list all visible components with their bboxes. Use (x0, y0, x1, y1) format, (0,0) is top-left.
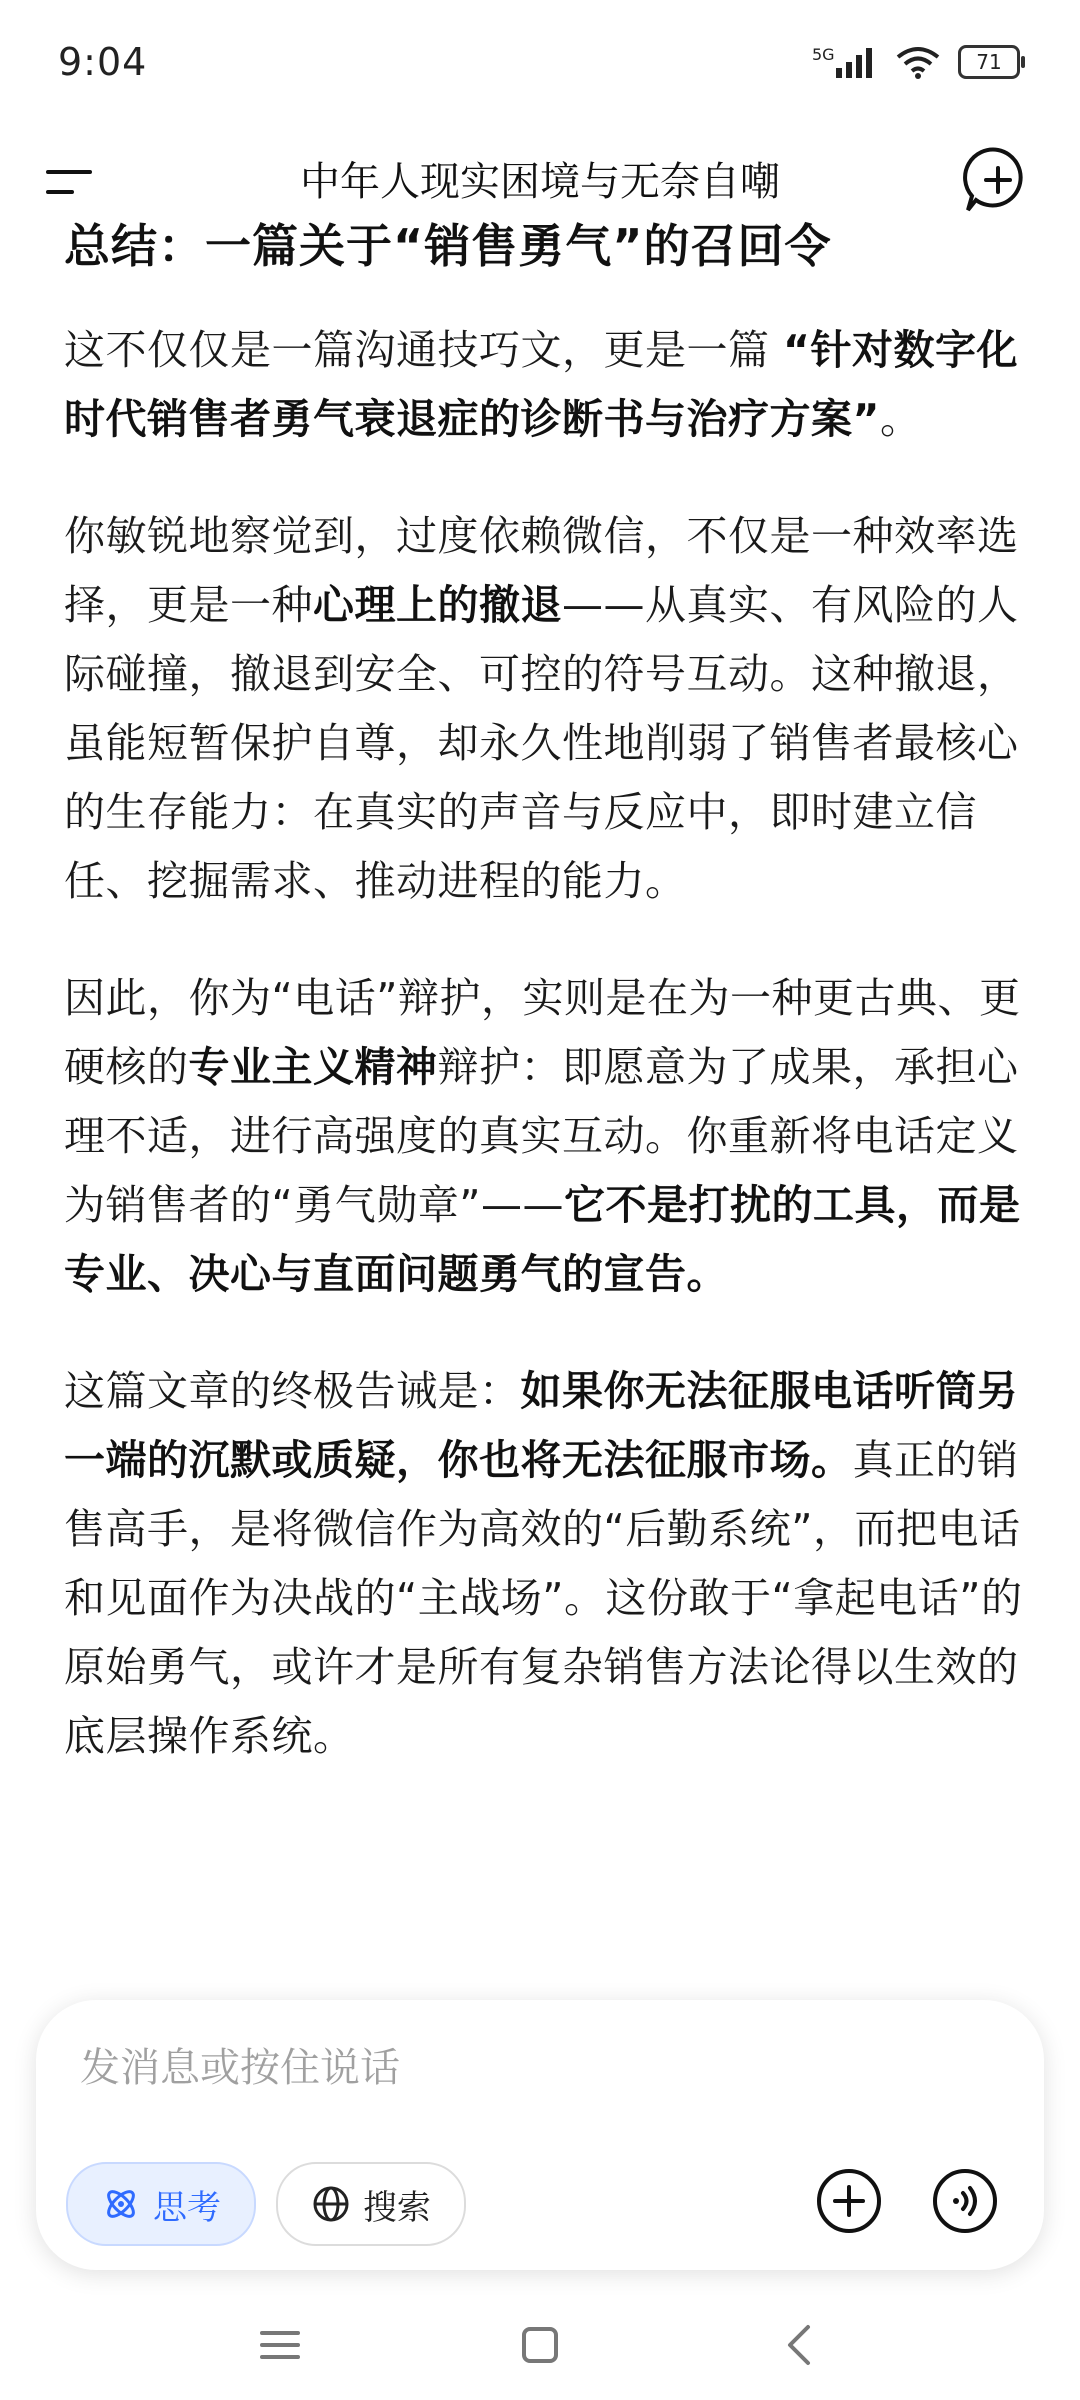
system-nav-bar (0, 2290, 1080, 2400)
paragraph-3 (64, 964, 1024, 1309)
nav-menu-icon[interactable] (250, 2315, 310, 2375)
message-content (64, 210, 1024, 1990)
p4-bold-1: 如果你无法征服电话听筒另一端的沉默或质疑，你也将无法征服市场。 (64, 1367, 1019, 1484)
plus-icon[interactable] (814, 2166, 884, 2236)
search-button[interactable] (276, 2162, 466, 2246)
page-title[interactable]: 中年人现实困境与无奈自嘲 (300, 159, 780, 205)
p1-text-1: 这不仅仅是一篇沟通技巧文，更是一篇 (64, 326, 784, 374)
status-icons (812, 44, 1020, 80)
p3-text-1: 因此，你为“电话”辩护，实则是在为一种更古典、更硬核的 (64, 974, 1021, 1091)
message-input[interactable]: 发消息或按住说话 (80, 2045, 400, 2091)
network-label: 5G (812, 45, 835, 64)
p2-text-2: ——从真实、有风险的人际碰撞，撤退到安全、可控的符号互动。这种撤退，虽能短暂保护自尊，却永久性地削弱了销售者最核心的生存能力：在真实的声音与反应中，即时建立信任、挖掘需求、推动进程的能力。 (64, 581, 1019, 905)
p4-text-1: 这篇文章的终极告诫是： (64, 1367, 521, 1415)
wifi-icon (896, 45, 940, 79)
p1-text-2: 。 (879, 395, 922, 443)
status-bar (0, 0, 1080, 130)
nav-back-icon[interactable] (770, 2315, 830, 2375)
think-button[interactable] (66, 2162, 256, 2246)
paragraph-2 (64, 502, 1024, 916)
p3-text-2: 辩护：即愿意为了成果，承担心理不适，进行高强度的真实互动。你重新将电话定义为销售者的“勇气勋章”—— (64, 1043, 1019, 1229)
new-chat-icon[interactable] (958, 140, 1038, 220)
search-label: 搜索 (363, 2187, 431, 2228)
signal-icon (812, 44, 878, 80)
atom-icon (101, 2184, 141, 2224)
nav-home-icon[interactable] (510, 2315, 570, 2375)
paragraph-1 (64, 316, 1024, 454)
think-label: 思考 (153, 2187, 221, 2228)
message-composer (36, 2000, 1044, 2270)
p1-bold-1: “针对数字化时代销售者勇气衰退症的诊断书与治疗方案” (64, 326, 1018, 443)
summary-heading: 总结：一篇关于“销售勇气”的召回令 (64, 219, 832, 273)
p4-text-2: 真正的销售高手，是将微信作为高效的“后勤系统”，而把电话和见面作为决战的“主战场”。这份敢于“拿起电话”的原始勇气，或许才是所有复杂销售方法论得以生效的底层操作系统。 (64, 1436, 1023, 1760)
p3-bold-1: 专业主义精神 (188, 1043, 438, 1091)
paragraph-4 (64, 1357, 1024, 1771)
voice-icon[interactable] (930, 2166, 1000, 2236)
status-time: 9:04 (58, 40, 148, 84)
p3-bold-2: 它不是打扰的工具，而是专业、决心与直面问题勇气的宣告。 (64, 1181, 1021, 1298)
menu-icon[interactable] (42, 152, 102, 212)
p2-bold-1: 心理上的撤退 (313, 581, 562, 629)
globe-icon (311, 2184, 351, 2224)
battery-indicator: 71 (958, 45, 1020, 79)
p2-text-1: 你敏锐地察觉到，过度依赖微信，不仅是一种效率选择，更是一种 (64, 512, 1019, 629)
